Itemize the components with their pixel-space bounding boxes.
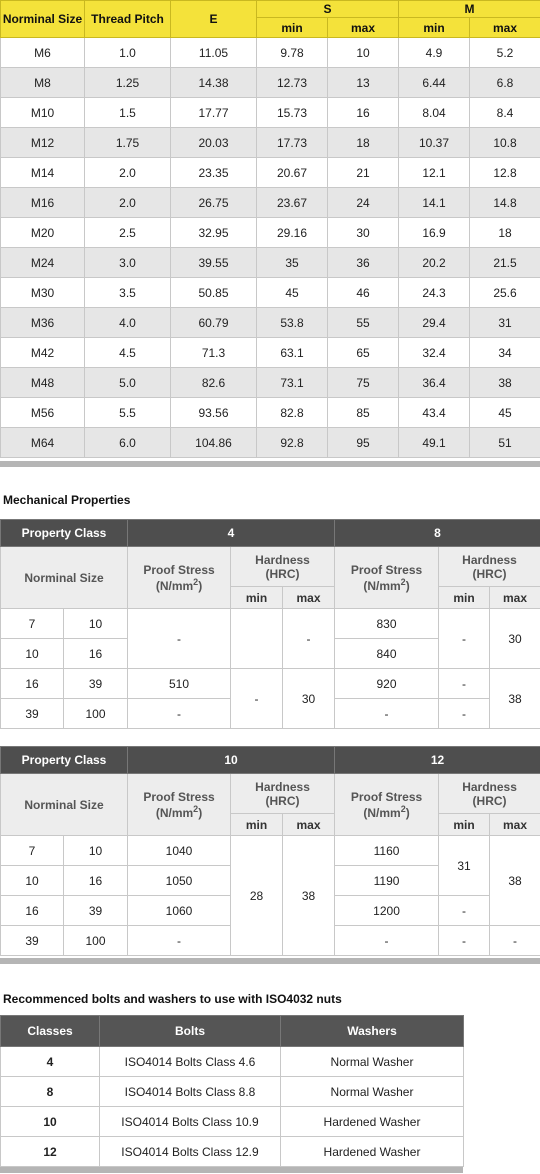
header-s-min: min bbox=[257, 18, 328, 38]
table-row bbox=[1, 1137, 464, 1167]
m-min-cell: 6.44 bbox=[399, 68, 470, 98]
recommended-body bbox=[1, 1047, 464, 1167]
bolts-cell: ISO4014 Bolts Class 10.9 bbox=[100, 1107, 281, 1137]
hardness-max-value: 38 bbox=[490, 669, 540, 729]
table-row bbox=[1, 398, 540, 428]
hardness-max-header: max bbox=[283, 814, 335, 836]
thread-pitch-cell: 1.75 bbox=[85, 128, 171, 158]
dimensions-table bbox=[0, 0, 540, 458]
hardness-min-value bbox=[231, 609, 283, 669]
unit-close: ) bbox=[405, 805, 410, 820]
table-row bbox=[1, 218, 540, 248]
proof-stress-value: 1060 bbox=[128, 896, 231, 926]
nominal-size-cell: M36 bbox=[1, 308, 85, 338]
e-value-cell: 11.05 bbox=[171, 38, 257, 68]
unit-close: ) bbox=[198, 805, 203, 820]
thread-pitch-cell: 1.25 bbox=[85, 68, 171, 98]
proof-stress-header bbox=[335, 547, 439, 609]
s-min-cell: 35 bbox=[257, 248, 328, 278]
s-min-cell: 82.8 bbox=[257, 398, 328, 428]
table-row bbox=[1, 836, 540, 866]
s-max-cell: 24 bbox=[328, 188, 399, 218]
proof-stress-value: 920 bbox=[335, 669, 439, 699]
s-max-cell: 46 bbox=[328, 278, 399, 308]
unit-superscript: 2 bbox=[400, 803, 406, 814]
proof-stress-value: 1040 bbox=[128, 836, 231, 866]
hardness-label: Hardness bbox=[255, 552, 310, 567]
proof-stress-value: - bbox=[128, 699, 231, 729]
m-max-cell: 10.8 bbox=[470, 128, 540, 158]
m-min-cell: 36.4 bbox=[399, 368, 470, 398]
e-value-cell: 60.79 bbox=[171, 308, 257, 338]
nominal-size-cell: M64 bbox=[1, 428, 85, 458]
e-value-cell: 82.6 bbox=[171, 368, 257, 398]
class-cell: 8 bbox=[1, 1077, 100, 1107]
class-4-header: 4 bbox=[128, 520, 335, 547]
hardness-unit: (HRC) bbox=[472, 566, 507, 581]
m-max-cell: 5.2 bbox=[470, 38, 540, 68]
m-min-cell: 4.9 bbox=[399, 38, 470, 68]
hardness-max-value: 30 bbox=[490, 609, 540, 669]
header-m-min: min bbox=[399, 18, 470, 38]
proof-stress-value: - bbox=[128, 609, 231, 669]
table-row bbox=[1, 609, 540, 639]
table-row bbox=[1, 38, 540, 68]
hardness-label: Hardness bbox=[255, 779, 310, 794]
unit-close: ) bbox=[198, 578, 203, 593]
s-min-cell: 20.67 bbox=[257, 158, 328, 188]
hardness-min-value: - bbox=[439, 609, 490, 669]
s-min-cell: 45 bbox=[257, 278, 328, 308]
thread-pitch-cell: 5.5 bbox=[85, 398, 171, 428]
e-value-cell: 17.77 bbox=[171, 98, 257, 128]
class-cell: 4 bbox=[1, 1047, 100, 1077]
property-class-label: Property Class bbox=[1, 747, 128, 774]
hardness-min-value: - bbox=[439, 699, 490, 729]
table-row bbox=[1, 338, 540, 368]
hardness-max-header: max bbox=[490, 587, 540, 609]
m-max-cell: 34 bbox=[470, 338, 540, 368]
washers-cell: Hardened Washer bbox=[281, 1137, 464, 1167]
header-thread-pitch: Thread Pitch bbox=[85, 1, 171, 38]
m-min-cell: 10.37 bbox=[399, 128, 470, 158]
proof-stress-unit: (N/mm bbox=[155, 805, 194, 820]
s-max-cell: 21 bbox=[328, 158, 399, 188]
unit-superscript: 2 bbox=[193, 576, 199, 587]
s-max-cell: 85 bbox=[328, 398, 399, 428]
proof-stress-value: - bbox=[335, 926, 439, 956]
s-min-cell: 15.73 bbox=[257, 98, 328, 128]
size-to: 16 bbox=[64, 639, 128, 669]
e-value-cell: 104.86 bbox=[171, 428, 257, 458]
m-max-cell: 14.8 bbox=[470, 188, 540, 218]
washers-cell: Normal Washer bbox=[281, 1077, 464, 1107]
hardness-min-header: min bbox=[439, 587, 490, 609]
s-min-cell: 92.8 bbox=[257, 428, 328, 458]
unit-superscript: 2 bbox=[193, 803, 199, 814]
size-from: 16 bbox=[1, 669, 64, 699]
m-max-cell: 38 bbox=[470, 368, 540, 398]
header-s: S bbox=[257, 1, 399, 18]
e-value-cell: 50.85 bbox=[171, 278, 257, 308]
nominal-size-cell: M14 bbox=[1, 158, 85, 188]
e-value-cell: 26.75 bbox=[171, 188, 257, 218]
table-row bbox=[1, 368, 540, 398]
size-from: 16 bbox=[1, 896, 64, 926]
proof-stress-unit: (N/mm bbox=[155, 578, 194, 593]
nominal-size-cell: M10 bbox=[1, 98, 85, 128]
s-min-cell: 29.16 bbox=[257, 218, 328, 248]
hardness-min-header: min bbox=[439, 814, 490, 836]
size-to: 100 bbox=[64, 699, 128, 729]
size-from: 10 bbox=[1, 639, 64, 669]
proof-stress-header bbox=[335, 774, 439, 836]
header-e: E bbox=[171, 1, 257, 38]
proof-stress-label: Proof Stress bbox=[143, 562, 215, 577]
nominal-size-cell: M24 bbox=[1, 248, 85, 278]
size-to: 16 bbox=[64, 866, 128, 896]
table-row bbox=[1, 428, 540, 458]
hardness-min-value: - bbox=[231, 669, 283, 729]
hardness-max-value: - bbox=[490, 926, 540, 956]
hardness-min-header: min bbox=[231, 814, 283, 836]
hardness-min-value: 28 bbox=[231, 836, 283, 956]
s-max-cell: 55 bbox=[328, 308, 399, 338]
hardness-unit: (HRC) bbox=[265, 566, 300, 581]
m-min-cell: 43.4 bbox=[399, 398, 470, 428]
nominal-size-header: Norminal Size bbox=[1, 774, 128, 836]
s-max-cell: 75 bbox=[328, 368, 399, 398]
nominal-size-cell: M16 bbox=[1, 188, 85, 218]
property-class-label: Property Class bbox=[1, 520, 128, 547]
e-value-cell: 93.56 bbox=[171, 398, 257, 428]
nominal-size-cell: M6 bbox=[1, 38, 85, 68]
bolts-cell: ISO4014 Bolts Class 8.8 bbox=[100, 1077, 281, 1107]
m-min-cell: 20.2 bbox=[399, 248, 470, 278]
s-min-cell: 17.73 bbox=[257, 128, 328, 158]
proof-stress-value: 840 bbox=[335, 639, 439, 669]
unit-close: ) bbox=[405, 578, 410, 593]
m-max-cell: 31 bbox=[470, 308, 540, 338]
hardness-max-header: max bbox=[490, 814, 540, 836]
class-cell: 12 bbox=[1, 1137, 100, 1167]
washers-cell: Normal Washer bbox=[281, 1047, 464, 1077]
m-max-cell: 18 bbox=[470, 218, 540, 248]
s-max-cell: 13 bbox=[328, 68, 399, 98]
m-min-cell: 14.1 bbox=[399, 188, 470, 218]
header-bolts: Bolts bbox=[100, 1016, 281, 1047]
m-max-cell: 25.6 bbox=[470, 278, 540, 308]
hardness-max-value: - bbox=[283, 609, 335, 669]
thread-pitch-cell: 5.0 bbox=[85, 368, 171, 398]
size-to: 10 bbox=[64, 836, 128, 866]
hardness-min-value: - bbox=[439, 896, 490, 926]
header-classes: Classes bbox=[1, 1016, 100, 1047]
hardness-label: Hardness bbox=[462, 779, 517, 794]
hardness-header bbox=[231, 547, 335, 587]
hardness-min-header: min bbox=[231, 587, 283, 609]
hardness-max-header: max bbox=[283, 587, 335, 609]
table-bottom-bar bbox=[0, 461, 540, 467]
e-value-cell: 20.03 bbox=[171, 128, 257, 158]
hardness-max-value: 38 bbox=[490, 836, 540, 926]
s-max-cell: 16 bbox=[328, 98, 399, 128]
proof-stress-unit: (N/mm bbox=[363, 578, 401, 593]
table-row bbox=[1, 128, 540, 158]
size-from: 7 bbox=[1, 836, 64, 866]
size-from: 7 bbox=[1, 609, 64, 639]
mechanical-table-4-8 bbox=[0, 519, 540, 729]
m-min-cell: 32.4 bbox=[399, 338, 470, 368]
class-10-header: 10 bbox=[128, 747, 335, 774]
proof-stress-unit: (N/mm bbox=[363, 805, 401, 820]
s-max-cell: 36 bbox=[328, 248, 399, 278]
proof-stress-value: - bbox=[128, 926, 231, 956]
header-nominal-size: Norminal Size bbox=[1, 1, 85, 38]
m-max-cell: 51 bbox=[470, 428, 540, 458]
recommended-table bbox=[0, 1015, 464, 1167]
s-min-cell: 23.67 bbox=[257, 188, 328, 218]
nominal-size-header: Norminal Size bbox=[1, 547, 128, 609]
header-m-max: max bbox=[470, 18, 540, 38]
table-bottom-bar bbox=[0, 958, 540, 964]
thread-pitch-cell: 1.0 bbox=[85, 38, 171, 68]
proof-stress-label: Proof Stress bbox=[143, 789, 215, 804]
class-cell: 10 bbox=[1, 1107, 100, 1137]
proof-stress-value: 510 bbox=[128, 669, 231, 699]
unit-superscript: 2 bbox=[400, 576, 406, 587]
proof-stress-header bbox=[128, 547, 231, 609]
m-max-cell: 21.5 bbox=[470, 248, 540, 278]
s-min-cell: 9.78 bbox=[257, 38, 328, 68]
m-min-cell: 12.1 bbox=[399, 158, 470, 188]
s-min-cell: 12.73 bbox=[257, 68, 328, 98]
proof-stress-label: Proof Stress bbox=[350, 789, 423, 804]
thread-pitch-cell: 1.5 bbox=[85, 98, 171, 128]
hardness-label: Hardness bbox=[462, 552, 517, 567]
nominal-size-cell: M12 bbox=[1, 128, 85, 158]
m-min-cell: 8.04 bbox=[399, 98, 470, 128]
nominal-size-cell: M30 bbox=[1, 278, 85, 308]
hardness-min-value: 31 bbox=[439, 836, 490, 896]
table-row bbox=[1, 669, 540, 699]
header-m: M bbox=[399, 1, 540, 18]
proof-stress-value: 1160 bbox=[335, 836, 439, 866]
nominal-size-cell: M20 bbox=[1, 218, 85, 248]
table-row bbox=[1, 1107, 464, 1137]
dimensions-body bbox=[1, 38, 540, 458]
proof-stress-value: 1050 bbox=[128, 866, 231, 896]
size-to: 39 bbox=[64, 669, 128, 699]
table-row bbox=[1, 278, 540, 308]
bolts-cell: ISO4014 Bolts Class 12.9 bbox=[100, 1137, 281, 1167]
size-from: 39 bbox=[1, 699, 64, 729]
size-to: 39 bbox=[64, 896, 128, 926]
s-min-cell: 63.1 bbox=[257, 338, 328, 368]
mechanical-properties-title: Mechanical Properties bbox=[3, 493, 131, 507]
size-from: 39 bbox=[1, 926, 64, 956]
class-8-header: 8 bbox=[335, 520, 540, 547]
s-max-cell: 65 bbox=[328, 338, 399, 368]
e-value-cell: 32.95 bbox=[171, 218, 257, 248]
thread-pitch-cell: 2.0 bbox=[85, 158, 171, 188]
thread-pitch-cell: 4.5 bbox=[85, 338, 171, 368]
proof-stress-value: - bbox=[335, 699, 439, 729]
hardness-max-value: 38 bbox=[283, 836, 335, 956]
size-to: 100 bbox=[64, 926, 128, 956]
proof-stress-value: 1190 bbox=[335, 866, 439, 896]
m-min-cell: 16.9 bbox=[399, 218, 470, 248]
table-bottom-bar bbox=[0, 1167, 463, 1173]
nominal-size-cell: M8 bbox=[1, 68, 85, 98]
s-max-cell: 30 bbox=[328, 218, 399, 248]
m-min-cell: 29.4 bbox=[399, 308, 470, 338]
header-s-max: max bbox=[328, 18, 399, 38]
class-12-header: 12 bbox=[335, 747, 540, 774]
thread-pitch-cell: 2.0 bbox=[85, 188, 171, 218]
thread-pitch-cell: 6.0 bbox=[85, 428, 171, 458]
thread-pitch-cell: 3.5 bbox=[85, 278, 171, 308]
proof-stress-label: Proof Stress bbox=[350, 562, 423, 577]
thread-pitch-cell: 3.0 bbox=[85, 248, 171, 278]
nominal-size-cell: M56 bbox=[1, 398, 85, 428]
size-from: 10 bbox=[1, 866, 64, 896]
hardness-unit: (HRC) bbox=[472, 793, 507, 808]
e-value-cell: 39.55 bbox=[171, 248, 257, 278]
hardness-min-value: - bbox=[439, 926, 490, 956]
e-value-cell: 71.3 bbox=[171, 338, 257, 368]
size-to: 10 bbox=[64, 609, 128, 639]
table-row bbox=[1, 158, 540, 188]
m-min-cell: 49.1 bbox=[399, 428, 470, 458]
thread-pitch-cell: 2.5 bbox=[85, 218, 171, 248]
proof-stress-value: 1200 bbox=[335, 896, 439, 926]
hardness-max-value: 30 bbox=[283, 669, 335, 729]
header-washers: Washers bbox=[281, 1016, 464, 1047]
table-row bbox=[1, 68, 540, 98]
s-max-cell: 10 bbox=[328, 38, 399, 68]
e-value-cell: 23.35 bbox=[171, 158, 257, 188]
hardness-header bbox=[439, 547, 540, 587]
nominal-size-cell: M48 bbox=[1, 368, 85, 398]
e-value-cell: 14.38 bbox=[171, 68, 257, 98]
hardness-unit: (HRC) bbox=[265, 793, 300, 808]
bolts-cell: ISO4014 Bolts Class 4.6 bbox=[100, 1047, 281, 1077]
thread-pitch-cell: 4.0 bbox=[85, 308, 171, 338]
s-min-cell: 73.1 bbox=[257, 368, 328, 398]
hardness-header bbox=[439, 774, 540, 814]
s-min-cell: 53.8 bbox=[257, 308, 328, 338]
hardness-header bbox=[231, 774, 335, 814]
m-min-cell: 24.3 bbox=[399, 278, 470, 308]
s-max-cell: 95 bbox=[328, 428, 399, 458]
nominal-size-cell: M42 bbox=[1, 338, 85, 368]
table-row bbox=[1, 1077, 464, 1107]
hardness-min-value: - bbox=[439, 669, 490, 699]
table-row bbox=[1, 1047, 464, 1077]
table-row bbox=[1, 308, 540, 338]
m-max-cell: 8.4 bbox=[470, 98, 540, 128]
s-max-cell: 18 bbox=[328, 128, 399, 158]
proof-stress-header bbox=[128, 774, 231, 836]
recommended-title: Recommenced bolts and washers to use with ISO4032 nuts bbox=[3, 992, 342, 1006]
mechanical-table-10-12 bbox=[0, 746, 540, 956]
proof-stress-value: 830 bbox=[335, 609, 439, 639]
m-max-cell: 12.8 bbox=[470, 158, 540, 188]
table-row bbox=[1, 248, 540, 278]
washers-cell: Hardened Washer bbox=[281, 1107, 464, 1137]
m-max-cell: 45 bbox=[470, 398, 540, 428]
table-row bbox=[1, 98, 540, 128]
table-row bbox=[1, 188, 540, 218]
m-max-cell: 6.8 bbox=[470, 68, 540, 98]
